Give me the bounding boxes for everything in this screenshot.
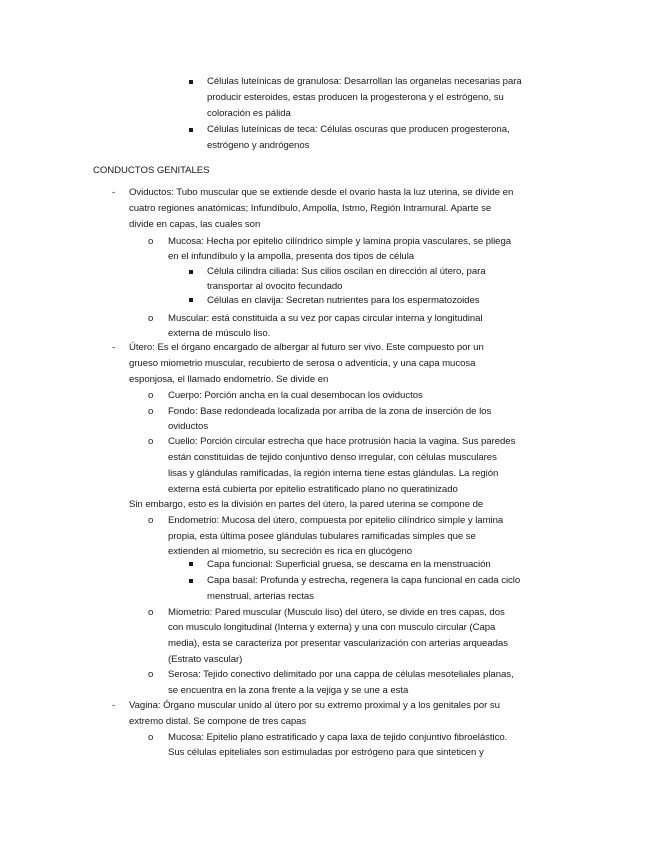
- text-line: media), esta se caracteriza por presentar vascularización con arterias arqueadas: [168, 638, 508, 649]
- square-bullet: [189, 298, 193, 302]
- text-line: Sin embargo, esto es la división en partes del útero, la pared uterina se compone de: [129, 499, 484, 510]
- text-line: Célula cilindra ciliada: Sus cilios oscilan en dirección al útero, para: [207, 266, 486, 277]
- text-line: producir esteroides, estas producen la progesterona y el estrógeno, su: [207, 92, 504, 103]
- text-line: cuatro regiones anatómicas; Infundíbulo, Ampolla, Istmo, Región Intramural. Aparte se: [129, 203, 492, 214]
- text-line: grueso miometrio muscular, recubierto de serosa o adventicia, y una capa mucosa: [129, 358, 476, 369]
- circle-bullet: o: [148, 669, 154, 680]
- circle-bullet: o: [148, 406, 154, 417]
- text-line: extienden al miometrio, su secreción es rica en glucógeno: [168, 546, 413, 557]
- text-line: lisas y glándulas ramificadas, la región interna tiene estas glándulas. La región: [168, 468, 499, 479]
- circle-bullet: o: [148, 313, 154, 324]
- text-line: se encuentra en la zona frente a la vejiga y se une a esta: [168, 685, 409, 696]
- square-bullet: [189, 270, 193, 274]
- text-line: externa de músculo liso.: [168, 328, 271, 339]
- text-line: Muscular: está constituida a su vez por capas circular interna y longitudinal: [168, 313, 483, 324]
- text-line: Cuerpo: Porción ancha en la cual desembocan los oviductos: [168, 390, 423, 401]
- text-line: Capa funcional: Superficial gruesa, se descama en la menstruación: [207, 559, 491, 570]
- text-line: Capa basal: Profunda y estrecha, regenera la capa funcional en cada ciclo: [207, 575, 521, 586]
- square-bullet: [189, 562, 193, 566]
- text-line: Células luteínicas de teca: Células oscuras que producen progesterona,: [207, 124, 510, 135]
- text-line: están constituidas de tejido conjuntivo denso irregular, con células musculares: [168, 452, 497, 463]
- text-line: Útero: Es el órgano encargado de albergar al futuro ser vivo. Este compuesto por un: [129, 342, 484, 353]
- text-line: propia, esta última posee glándulas tubulares ramificadas simples que se: [168, 531, 476, 542]
- text-line: Endometrio: Mucosa del útero, compuesta por epitelio cilíndrico simple y lamina: [168, 515, 504, 526]
- text-line: Mucosa: Epitelio plano estratificado y capa laxa de tejido conjuntivo fibroelástico.: [168, 732, 508, 743]
- text-line: Miometrio: Pared muscular (Musculo liso) del útero, se divide en tres capas, dos: [168, 607, 505, 618]
- text-line: Vagina: Órgano muscular unido al útero por su extremo proximal y a los genitales por su: [129, 700, 500, 711]
- square-bullet: [189, 579, 193, 583]
- text-line: en el infundíbulo y la ampolla, presenta dos tipos de célula: [168, 251, 415, 262]
- text-line: oviductos: [168, 421, 209, 432]
- text-line: externa está cubierta por epitelio estratificado plano no queratinizado: [168, 484, 458, 495]
- circle-bullet: o: [148, 236, 154, 247]
- text-line: (Estrato vascular): [168, 654, 243, 665]
- text-line: con musculo longitudinal (Interna y externa) y una con musculo circular (Capa: [168, 622, 496, 633]
- text-line: estrógeno y andrógenos: [207, 140, 310, 151]
- text-line: Células luteínicas de granulosa: Desarrollan las organelas necesarias para: [207, 76, 522, 87]
- square-bullet: [189, 128, 193, 132]
- dash-bullet: -: [112, 187, 116, 198]
- dash-bullet: -: [112, 342, 116, 353]
- section-heading: CONDUCTOS GENITALES: [93, 165, 210, 176]
- text-line: Mucosa: Hecha por epitelio cilíndrico simple y lamina propia vasculares, se pliega: [168, 236, 512, 247]
- text-line: Cuello: Porción circular estrecha que hace protrusión hacia la vagina. Sus paredes: [168, 436, 516, 447]
- text-line: esponjosa, el llamado endometrio. Se divide en: [129, 374, 329, 385]
- circle-bullet: o: [148, 607, 154, 618]
- text-line: menstrual, arterias rectas: [207, 591, 314, 602]
- circle-bullet: o: [148, 732, 154, 743]
- text-line: Sus células epiteliales son estimuladas por estrógeno para que sinteticen y: [168, 747, 484, 758]
- text-line: transportar al ovocito fecundado: [207, 281, 343, 292]
- circle-bullet: o: [148, 436, 154, 447]
- text-line: Fondo: Base redondeada localizada por arriba de la zona de inserción de los: [168, 406, 492, 417]
- text-line: Oviductos: Tubo muscular que se extiende desde el ovario hasta la luz uterina, se divide en: [129, 187, 514, 198]
- text-line: divide en capas, las cuales son: [129, 219, 261, 230]
- text-line: coloración es pálida: [207, 108, 291, 119]
- text-line: Serosa: Tejido conectivo delimitado por una cappa de células mesoteliales planas,: [168, 669, 514, 680]
- text-line: extremo distal. Se compone de tres capas: [129, 716, 307, 727]
- circle-bullet: o: [148, 515, 154, 526]
- dash-bullet: -: [112, 700, 116, 711]
- square-bullet: [189, 80, 193, 84]
- circle-bullet: o: [148, 390, 154, 401]
- text-line: Células en clavija: Secretan nutrientes para los espermatozoides: [207, 295, 480, 306]
